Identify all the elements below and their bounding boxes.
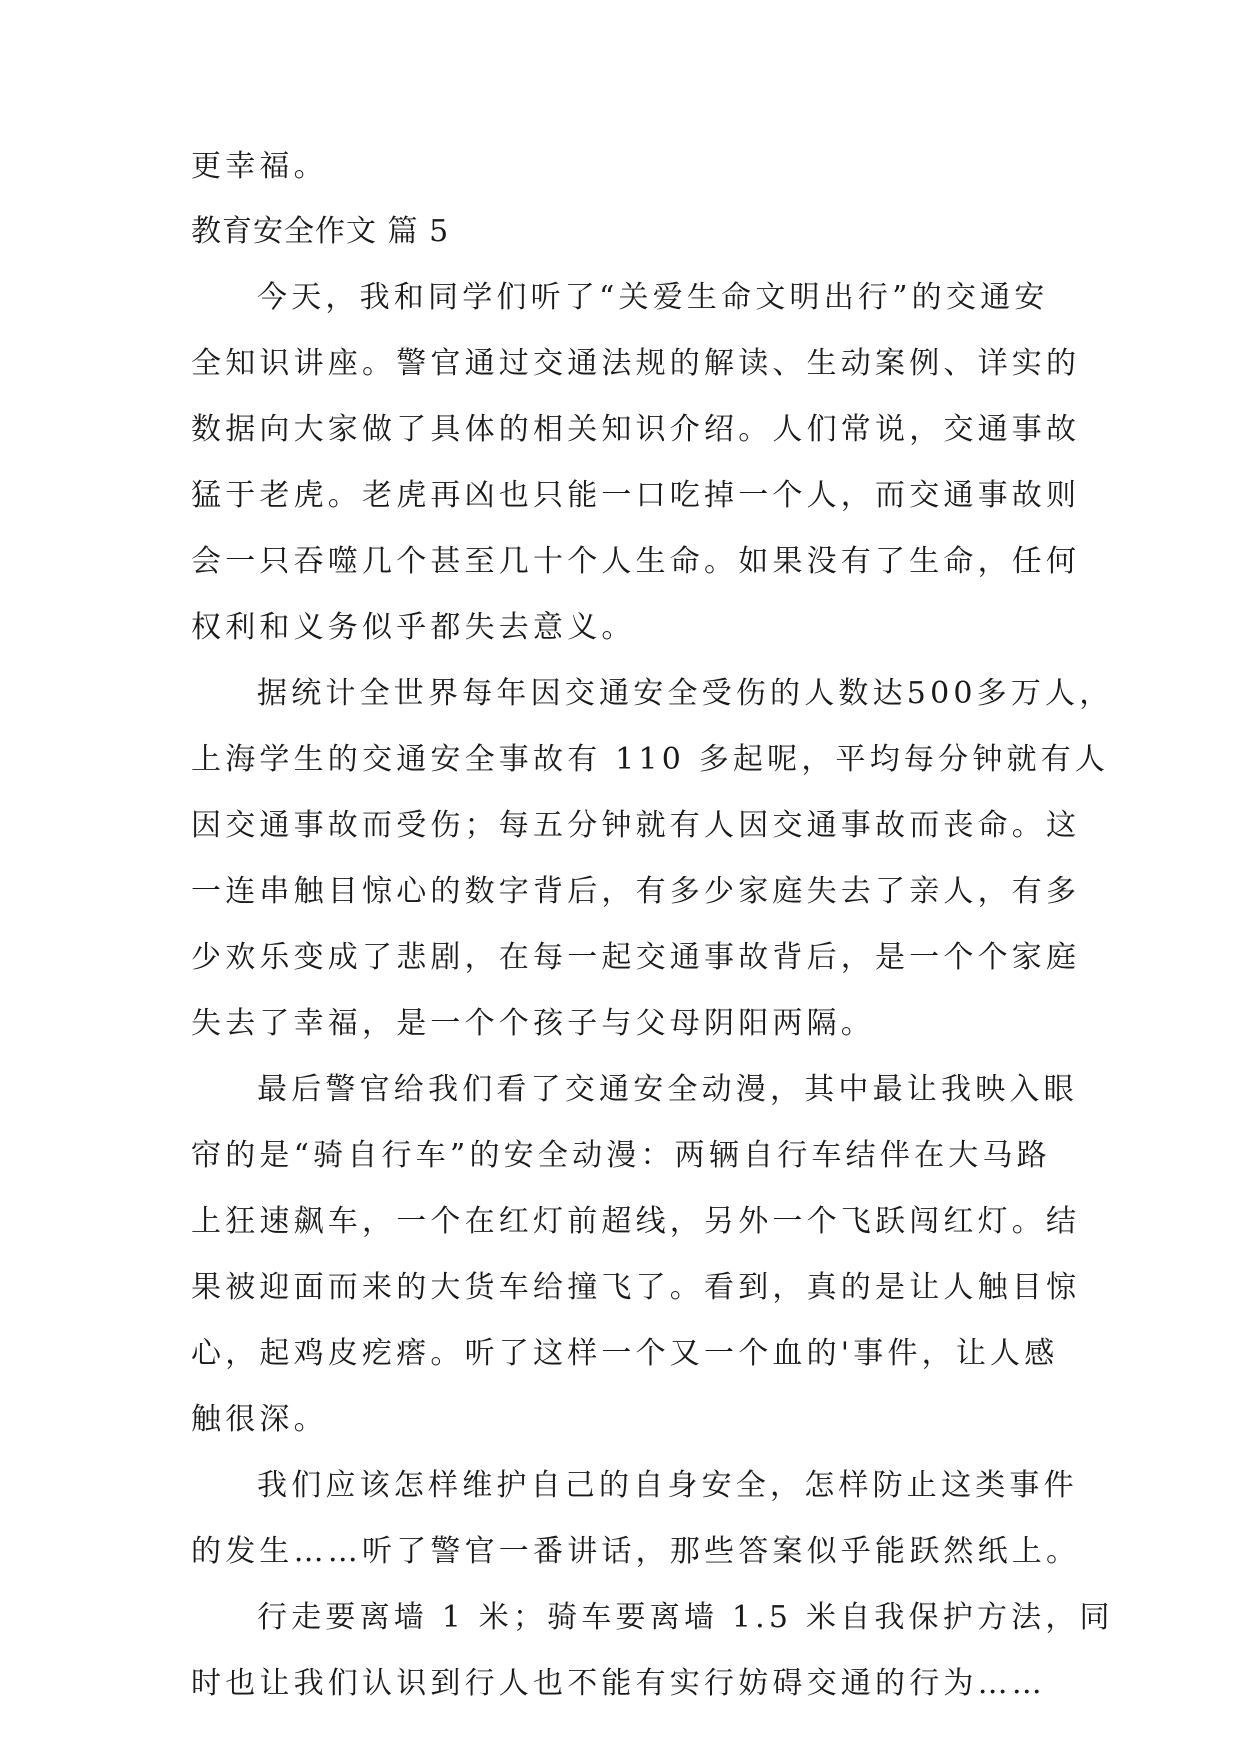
paragraph-line: 的发生……听了警官一番讲话，那些答案似乎能跃然纸上。 — [191, 1534, 1081, 1569]
paragraph-line: 时也让我们认识到行人也不能有实行妨碍交通的行为…… — [191, 1666, 1046, 1701]
paragraph-line: 帘的是“骑自行车”的安全动漫：两辆自行车结伴在大马路 — [191, 1138, 1051, 1173]
paragraph-line: 行走要离墙 1 米；骑车要离墙 1.5 米自我保护方法，同 — [257, 1600, 1114, 1635]
paragraph-line: 上海学生的交通安全事故有 110 多起呢，平均每分钟就有人 — [191, 742, 1110, 777]
paragraph-line: 心，起鸡皮疙瘩。听了这样一个又一个血的'事件，让人感 — [191, 1336, 1059, 1371]
paragraph-line: 数据向大家做了具体的相关知识介绍。人们常说，交通事故 — [191, 412, 1081, 447]
paragraph-line: 触很深。 — [191, 1402, 328, 1437]
paragraph-line: 权利和义务似乎都失去意义。 — [191, 610, 636, 645]
paragraph-line: 因交通事故而受伤；每五分钟就有人因交通事故而丧命。这 — [191, 808, 1081, 843]
paragraph-line: 猛于老虎。老虎再凶也只能一口吃掉一个人，而交通事故则 — [191, 478, 1081, 513]
paragraph-line: 会一只吞噬几个甚至几十个人生命。如果没有了生命，任何 — [191, 544, 1081, 579]
paragraph-line: 最后警官给我们看了交通安全动漫，其中最让我映入眼 — [257, 1072, 1078, 1107]
paragraph-line: 我们应该怎样维护自己的自身安全，怎样防止这类事件 — [257, 1468, 1078, 1503]
paragraph-line: 全知识讲座。警官通过交通法规的解读、生动案例、详实的 — [191, 346, 1081, 381]
paragraph-line: 果被迎面而来的大货车给撞飞了。看到，真的是让人触目惊 — [191, 1270, 1081, 1305]
paragraph-line: 据统计全世界每年因交通安全受伤的人数达500多万人， — [257, 676, 1114, 711]
text-line: 更幸福。 — [191, 149, 328, 184]
paragraph-line: 少欢乐变成了悲剧，在每一起交通事故背后，是一个个家庭 — [191, 940, 1081, 975]
section-heading: 教育安全作文 篇 5 — [191, 214, 450, 249]
paragraph-line: 今天，我和同学们听了“关爱生命文明出行”的交通安 — [257, 280, 1049, 315]
paragraph-line: 一连串触目惊心的数字背后，有多少家庭失去了亲人，有多 — [191, 874, 1081, 909]
paragraph-line: 上狂速飙车，一个在红灯前超线，另外一个飞跃闯红灯。结 — [191, 1204, 1081, 1239]
paragraph-line: 失去了幸福，是一个个孩子与父母阴阳两隔。 — [191, 1006, 875, 1041]
